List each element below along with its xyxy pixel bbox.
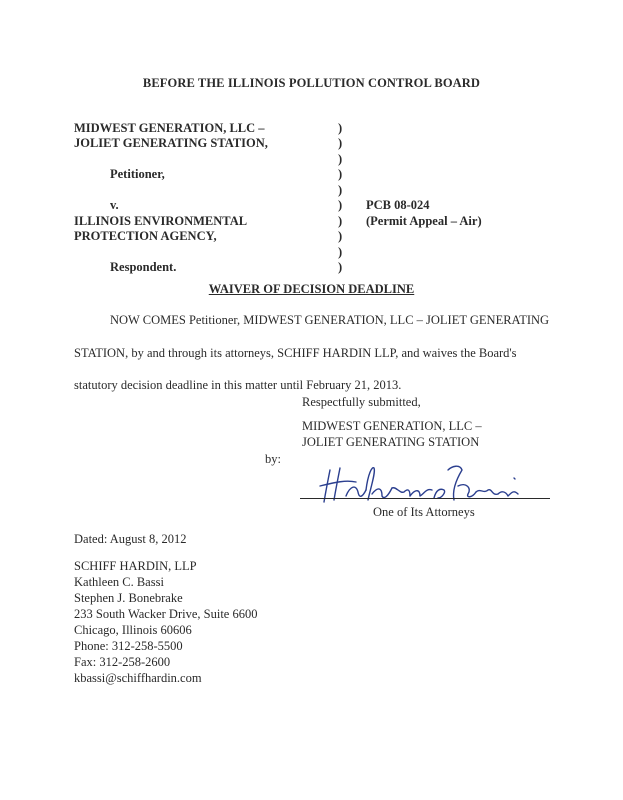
handwritten-signature	[316, 460, 526, 508]
signature-line	[300, 498, 550, 499]
caption-paren: )	[338, 198, 343, 212]
caption-paren: )	[338, 260, 343, 274]
caption-paren: )	[338, 121, 343, 135]
caption-paren: )	[338, 136, 343, 150]
dated-line: Dated: August 8, 2012	[74, 532, 187, 546]
firm-line: SCHIFF HARDIN, LLP	[74, 559, 197, 573]
firm-line: Phone: 312-258-5500	[74, 639, 183, 653]
respondent-role: Respondent.	[110, 260, 177, 274]
signature-caption: One of Its Attorneys	[373, 505, 475, 519]
signatory-line2: JOLIET GENERATING STATION	[302, 435, 480, 449]
caption-paren: )	[338, 152, 343, 166]
body-line-2: STATION, by and through its attorneys, SCHIFF HARDIN LLP, and waives the Board's	[74, 346, 517, 360]
board-title: BEFORE THE ILLINOIS POLLUTION CONTROL BOARD	[142, 76, 481, 90]
body-line-1: NOW COMES Petitioner, MIDWEST GENERATION, LLC – JOLIET GENERATING	[110, 313, 550, 327]
signatory-line1: MIDWEST GENERATION, LLC –	[302, 419, 482, 433]
caption-paren: )	[338, 183, 343, 197]
firm-line: Stephen J. Bonebrake	[74, 591, 183, 605]
by-label: by:	[265, 452, 281, 466]
firm-line: Kathleen C. Bassi	[74, 575, 164, 589]
firm-email[interactable]: kbassi@schiffhardin.com	[74, 671, 202, 685]
caption-paren: )	[338, 167, 343, 181]
respondent-name-line2: PROTECTION AGENCY,	[74, 229, 217, 243]
petitioner-name-line2: JOLIET GENERATING STATION,	[74, 136, 268, 150]
firm-line: 233 South Wacker Drive, Suite 6600	[74, 607, 258, 621]
firm-line: Chicago, Illinois 60606	[74, 623, 192, 637]
petitioner-role: Petitioner,	[110, 167, 165, 181]
case-number: PCB 08-024	[366, 198, 430, 212]
petitioner-name-line1: MIDWEST GENERATION, LLC –	[74, 121, 265, 135]
caption-paren: )	[338, 245, 343, 259]
body-line-3: statutory decision deadline in this matter until February 21, 2013.	[74, 378, 402, 392]
document-heading: WAIVER OF DECISION DEADLINE	[208, 282, 415, 296]
firm-line: Fax: 312-258-2600	[74, 655, 171, 669]
respondent-name-line1: ILLINOIS ENVIRONMENTAL	[74, 214, 248, 228]
closing-text: Respectfully submitted,	[302, 395, 421, 409]
versus-label: v.	[110, 198, 119, 212]
caption-paren: )	[338, 214, 343, 228]
case-type: (Permit Appeal – Air)	[366, 214, 482, 228]
caption-paren: )	[338, 229, 343, 243]
